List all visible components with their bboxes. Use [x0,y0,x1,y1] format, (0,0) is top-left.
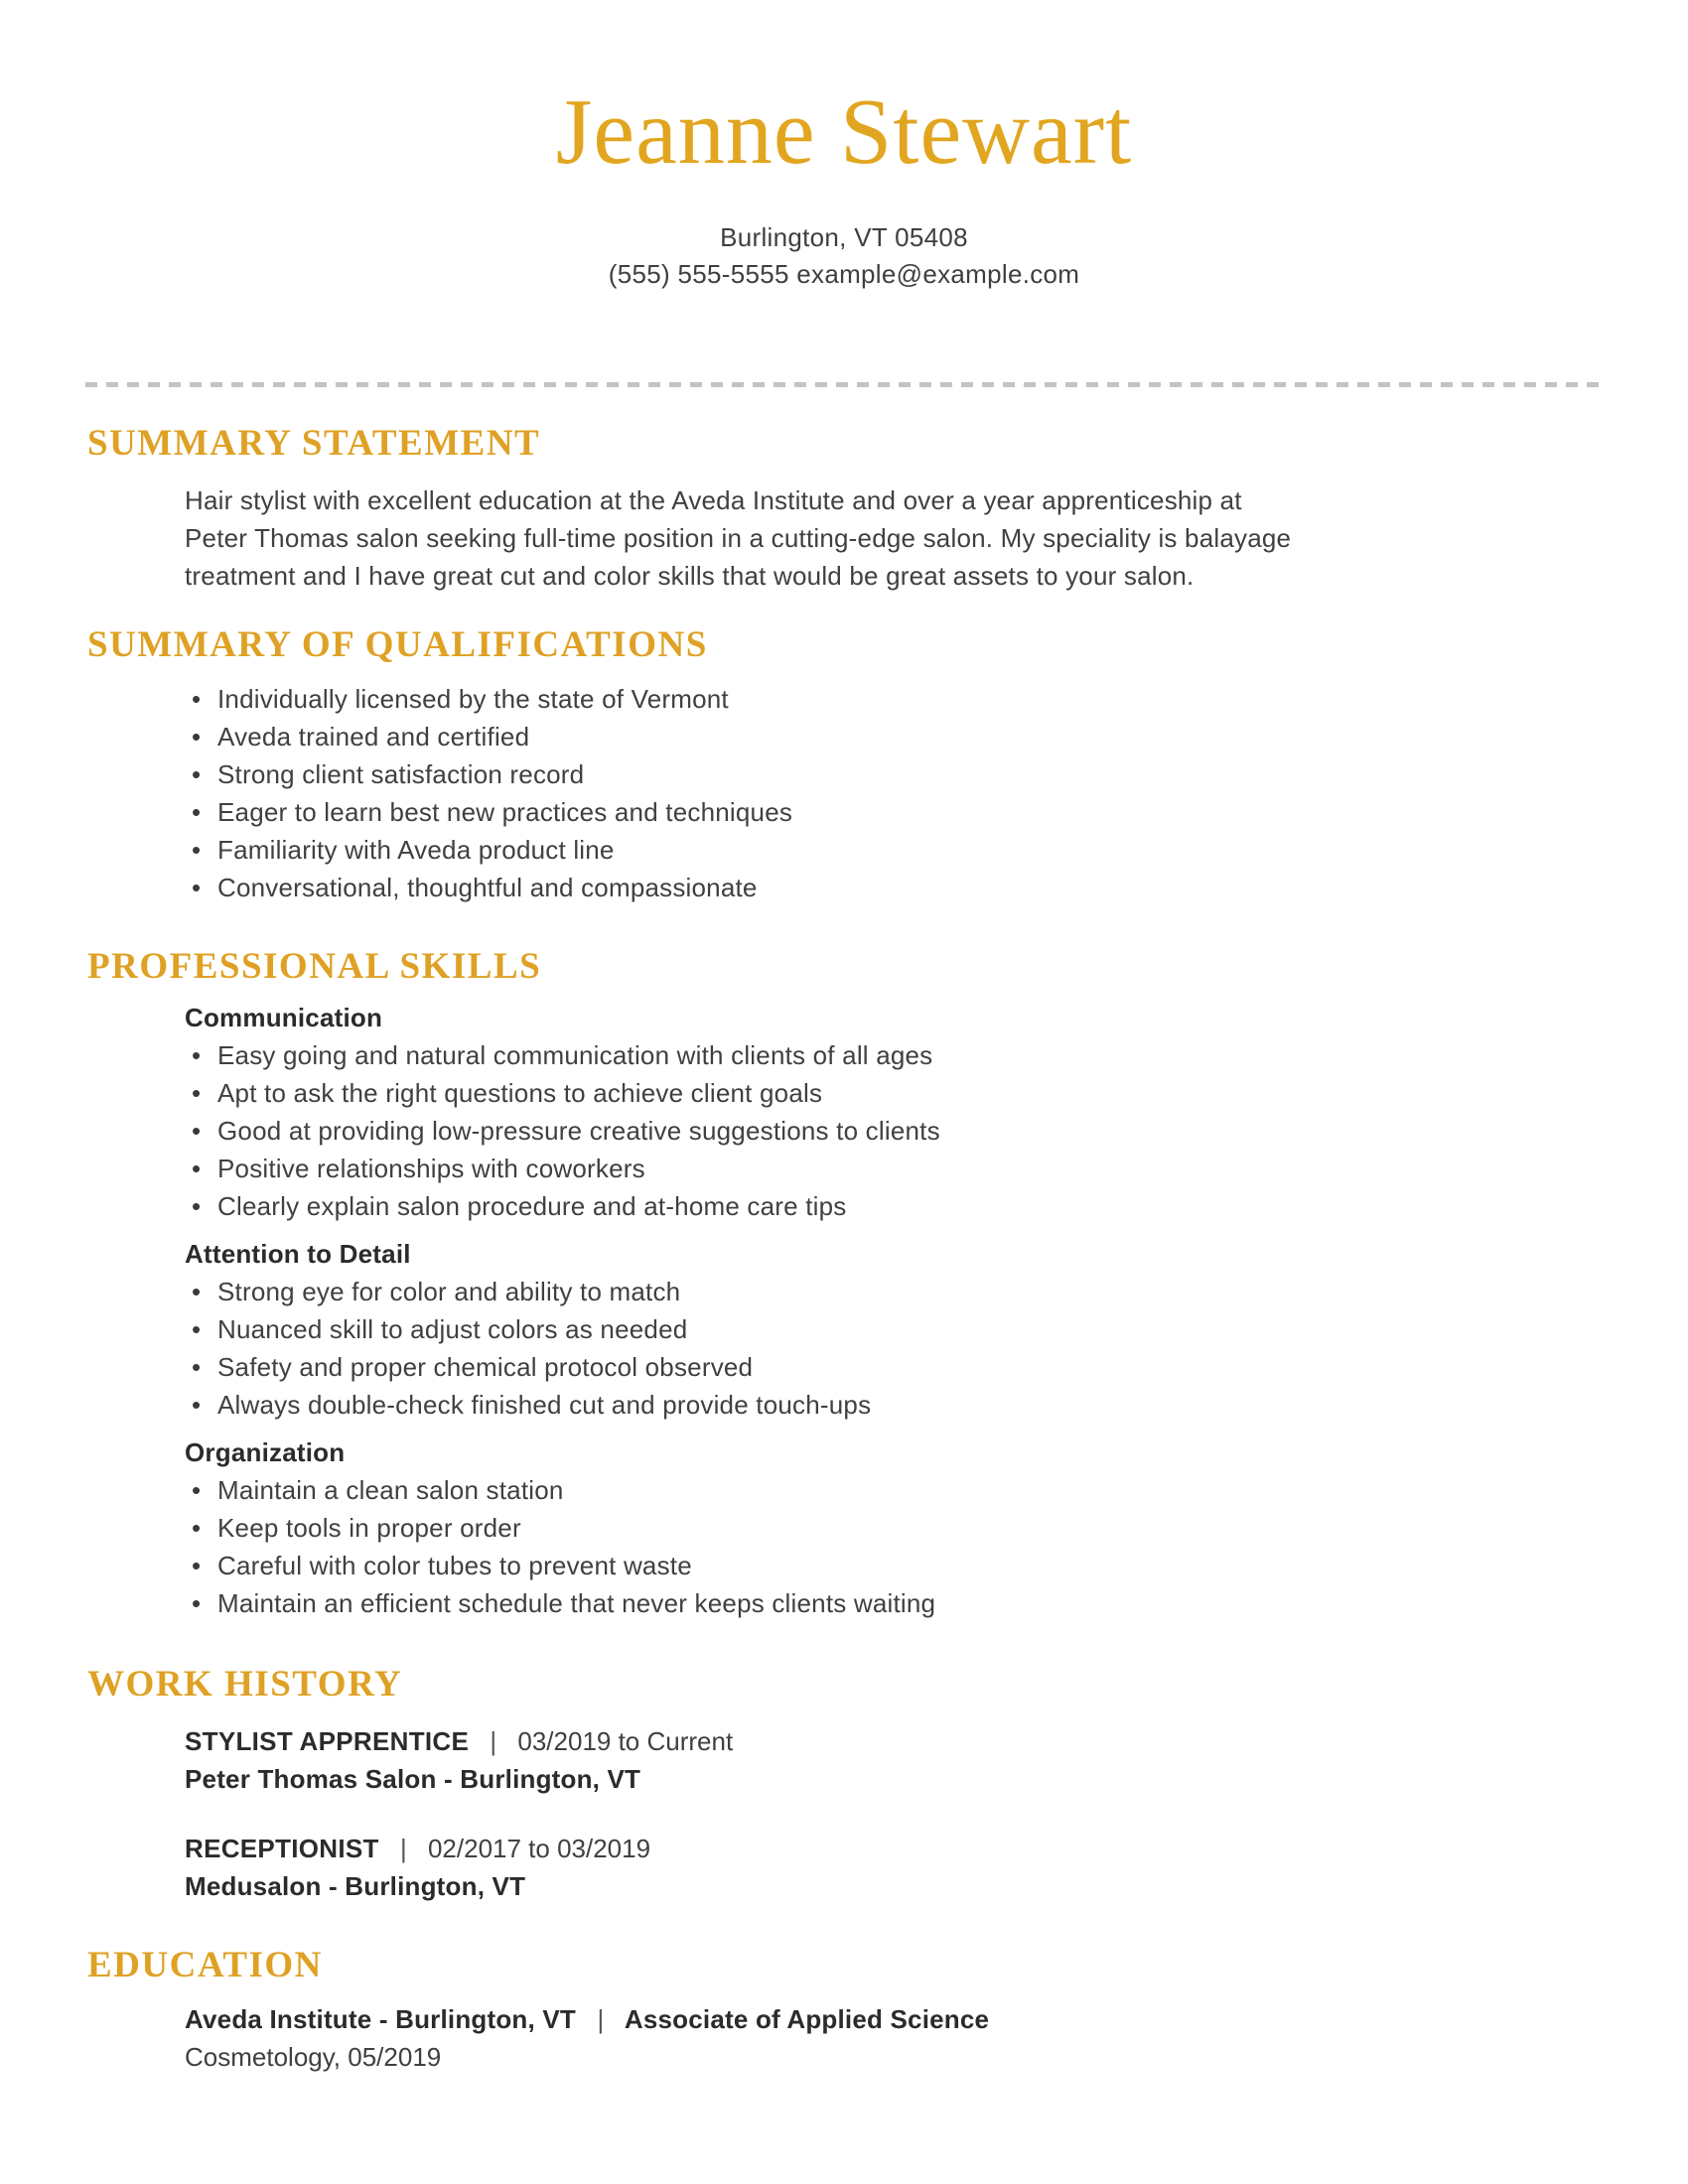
bullet-marker: • [192,759,202,790]
contact-address: Burlington, VT 05408 [720,222,968,253]
education-school-line [185,2000,1601,2038]
education-school: Aveda Institute - Burlington, VT [185,2004,576,2035]
summary-line: treatment and I have great cut and color skills that would be great assets to your salon. [185,560,1195,591]
bullet-marker: • [192,1475,202,1506]
education-entry [185,2000,1601,2076]
qualifications-list [185,680,1601,906]
bullet-marker: • [192,1116,202,1147]
job-entry [185,1830,1601,1905]
resume-header [0,0,1688,293]
bullet-item [185,1584,1601,1622]
bullet-item [185,718,1601,755]
bullet-marker: • [192,684,202,715]
bullet-text: Strong client satisfaction record [217,759,585,790]
bullet-item [185,1471,1601,1509]
bullet-marker: • [192,1314,202,1345]
bullet-item [185,1074,1601,1112]
section-summary-statement [87,423,1601,595]
job-title-line [185,1722,1601,1760]
skill-group-list [185,1471,1601,1622]
education-degree: Associate of Applied Science [624,2004,990,2035]
work-history-title: WORK HISTORY [87,1664,403,1706]
resume-content [0,423,1688,2076]
section-summary-of-qualifications [87,624,1601,907]
bullet-marker: • [192,1588,202,1619]
candidate-name: Jeanne Stewart [555,80,1133,184]
bullet-item [185,1187,1601,1225]
bullet-marker: • [192,1078,202,1109]
bullet-marker: • [192,1352,202,1383]
bullet-item [185,755,1601,793]
bullet-text: Always double-check finished cut and provide touch-ups [217,1390,872,1421]
bullet-text: Maintain a clean salon station [217,1475,564,1506]
education-title: EDUCATION [87,1944,323,1985]
bullet-text: Positive relationships with coworkers [217,1154,645,1184]
bullet-text: Safety and proper chemical protocol observed [217,1352,754,1383]
bullet-text: Eager to learn best new practices and techniques [217,797,793,828]
bullet-item [185,680,1601,718]
contact-block [0,219,1688,293]
summary-text [185,481,1575,595]
skill-group-title: Organization [185,1437,346,1468]
separator: | [490,1725,497,1756]
bullet-item [185,1547,1601,1584]
bullet-text: Clearly explain salon procedure and at-home care tips [217,1191,847,1222]
bullet-marker: • [192,1040,202,1071]
skills-groups [87,999,1601,1622]
bullet-marker: • [192,722,202,752]
skill-group-title: Attention to Detail [185,1239,411,1270]
bullet-text: Good at providing low-pressure creative suggestions to clients [217,1116,940,1147]
bullet-text: Keep tools in proper order [217,1513,521,1544]
bullet-item [185,1273,1601,1310]
bullet-item [185,1036,1601,1074]
bullet-item [185,869,1601,906]
education-details: Cosmetology, 05/2019 [185,2042,442,2073]
separator: | [597,2004,605,2035]
bullet-marker: • [192,797,202,828]
job-title: STYLIST APPRENTICE [185,1725,470,1756]
bullet-marker: • [192,873,202,903]
bullet-text: Conversational, thoughtful and compassionate [217,873,758,903]
bullet-marker: • [192,1390,202,1421]
bullet-marker: • [192,1191,202,1222]
bullet-marker: • [192,835,202,866]
job-dates: 02/2017 to 03/2019 [427,1833,651,1863]
bullet-item [185,1150,1601,1187]
job-company: Medusalon - Burlington, VT [185,1870,526,1901]
job-entry [185,1722,1601,1798]
bullet-text: Aveda trained and certified [217,722,530,752]
job-title: RECEPTIONIST [185,1833,379,1863]
job-company: Peter Thomas Salon - Burlington, VT [185,1763,641,1794]
bullet-text: Strong eye for color and ability to match [217,1277,681,1307]
skill-group-list [185,1273,1601,1424]
skill-group-title: Communication [185,1003,383,1033]
bullet-item [185,1310,1601,1348]
bullet-marker: • [192,1513,202,1544]
skill-group-list [185,1036,1601,1225]
job-dates: 03/2019 to Current [517,1725,734,1756]
bullet-text: Nuanced skill to adjust colors as needed [217,1314,688,1345]
summary-statement-title: SUMMARY STATEMENT [87,423,541,465]
bullet-item [185,831,1601,869]
section-divider [85,382,1602,387]
contact-phone-email: (555) 555-5555 example@example.com [608,259,1080,290]
bullet-item [185,1348,1601,1386]
job-title-line [185,1830,1601,1867]
bullet-item [185,1509,1601,1547]
bullet-text: Careful with color tubes to prevent waste [217,1551,692,1581]
bullet-text: Familiarity with Aveda product line [217,835,615,866]
section-work-history [87,1664,1601,1905]
qualifications-title: SUMMARY OF QUALIFICATIONS [87,623,708,665]
bullet-marker: • [192,1154,202,1184]
summary-line: Peter Thomas salon seeking full-time position in a cutting-edge salon. My speciality is balayage [185,522,1292,553]
bullet-marker: • [192,1277,202,1307]
separator: | [399,1833,407,1863]
bullet-text: Individually licensed by the state of Vermont [217,684,729,715]
bullet-item [185,793,1601,831]
professional-skills-title: PROFESSIONAL SKILLS [87,946,542,988]
bullet-text: Easy going and natural communication with clients of all ages [217,1040,933,1071]
bullet-marker: • [192,1551,202,1581]
section-education [87,1945,1601,2077]
summary-line: Hair stylist with excellent education at the Aveda Institute and over a year apprenticeship at [185,484,1242,515]
bullet-text: Apt to ask the right questions to achieve client goals [217,1078,823,1109]
bullet-text: Maintain an efficient schedule that never keeps clients waiting [217,1588,936,1619]
bullet-item [185,1386,1601,1424]
section-professional-skills [87,946,1601,1622]
bullet-item [185,1112,1601,1150]
